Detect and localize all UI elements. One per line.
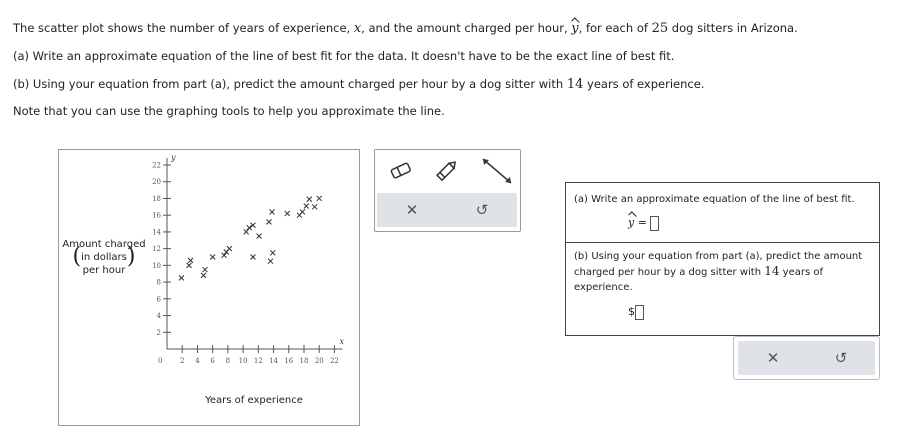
undo-icon: ↺ [475,201,489,219]
y-tick-label-18: 18 [152,194,161,203]
pencil-icon[interactable] [435,160,459,182]
y-tick-label-4: 4 [156,312,161,321]
y-tick-label-2: 2 [156,328,161,337]
x-tick-label-16: 16 [284,357,294,365]
x-tick-label-6: 6 [210,357,215,365]
origin-label: 0 [158,357,163,365]
x-tick-label-20: 20 [314,357,324,365]
answer-action-panel [733,336,880,380]
data-point-21 [304,203,309,208]
intro-text-4: dog sitters in Arizona. [668,21,798,35]
question-intro [13,20,798,37]
intro-text-2: , and the amount charged per hour, [361,21,572,35]
x-tick-label-4: 4 [195,357,200,365]
equation-input[interactable] [650,216,659,231]
part-b-years: 14 [566,77,584,92]
clear-answer-button[interactable] [738,341,808,375]
sitter-count: 25 [651,21,669,36]
graph-panel[interactable] [58,149,360,426]
answer-button-bar [738,341,875,375]
undo-graph-button[interactable] [447,193,517,227]
data-point-8 [227,246,232,251]
x-tick-label-14: 14 [269,357,279,365]
data-point-17 [270,250,275,255]
dollar-row [628,304,644,320]
data-point-5 [210,255,215,260]
y-tick-label-14: 14 [152,228,161,237]
answer-part-a [566,183,879,243]
x-tick-label-2: 2 [179,357,185,365]
data-point-1 [187,263,192,268]
x-tick-label-10: 10 [238,357,248,365]
scatter-plot[interactable] [59,150,361,427]
question-note: Note that you can use the graphing tools to help you approximate the line. [13,104,445,118]
answer-part-a-label: (a) Write an approximate equation of the line of best fit. [574,194,855,205]
data-point-12 [257,234,262,239]
part-b-text-2: years of experience. [583,77,705,91]
y-tick-label-12: 12 [152,245,161,254]
y-tick-label-8: 8 [156,278,161,287]
answer-part-b-label [574,249,874,295]
question-part-a: (a) Write an approximate equation of the line of best fit for the data. It doesn't have to be the exact line of best fit. [13,49,675,63]
dollar-sign: $ [628,305,635,318]
y-tick-label-20: 20 [152,178,161,187]
y-axis-label-line-2: in dollars [81,252,127,263]
intro-text-3: , for each of [578,21,652,35]
y-tick-label-6: 6 [156,295,161,304]
y-tick-label-22: 22 [152,161,161,170]
answer-box [565,182,880,336]
data-point-15 [270,209,275,214]
intro-text-1: The scatter plot shows the number of years of experience, [13,21,354,35]
undo-icon: ↺ [834,349,848,367]
data-point-2 [188,258,193,263]
x-tick-label-12: 12 [253,357,263,365]
yhat-symbol: y [628,216,635,229]
x-tick-label-8: 8 [225,357,231,365]
x-axis-variable: x [339,337,344,346]
eraser-icon[interactable] [389,162,413,180]
data-point-13 [251,255,256,260]
y-axis-label-line-1: Amount charged [62,239,146,250]
data-point-16 [268,259,273,264]
tool-button-bar [377,193,517,227]
data-point-14 [266,219,271,224]
clear-graph-button[interactable] [377,193,447,227]
data-point-18 [285,211,290,216]
y-tick-label-16: 16 [152,211,161,220]
data-point-0 [179,275,184,280]
data-point-20 [300,209,305,214]
equals-sign: = [637,216,647,229]
undo-answer-button[interactable] [806,341,876,375]
prediction-input[interactable] [635,305,644,320]
question-part-b [13,76,704,93]
y-tick-label-10: 10 [152,261,161,270]
y-axis-variable: y [171,153,176,162]
x-tick-label-22: 22 [329,357,339,365]
answer-part-b-text-1: (b) Using your equation from part (a), predict the amount charged per hour by a dog sitter with [574,251,863,278]
data-point-9 [244,229,249,234]
data-point-23 [312,204,317,209]
answer-part-b-years: 14 [764,264,780,278]
y-axis-label-line-3: per hour [82,265,126,276]
equation-row [628,215,659,231]
close-icon: ✕ [405,201,419,219]
data-point-22 [307,197,312,202]
x-tick-label-18: 18 [299,357,309,365]
x-axis-label: Years of experience [205,395,303,406]
data-point-3 [201,273,206,278]
data-point-4 [203,267,208,272]
answer-part-b-text-2: years of experience. [574,267,824,293]
data-point-24 [317,196,322,201]
var-yhat: y [571,21,579,36]
var-x: x [353,21,362,36]
y-axis-label: Amount charged (in dollars) per hour [60,238,148,277]
close-icon: ✕ [766,349,780,367]
line-tool-icon[interactable] [479,155,515,187]
part-b-text-1: (b) Using your equation from part (a), predict the amount charged per hour by a dog sitter with [13,77,567,91]
graph-tools-panel [374,149,521,232]
